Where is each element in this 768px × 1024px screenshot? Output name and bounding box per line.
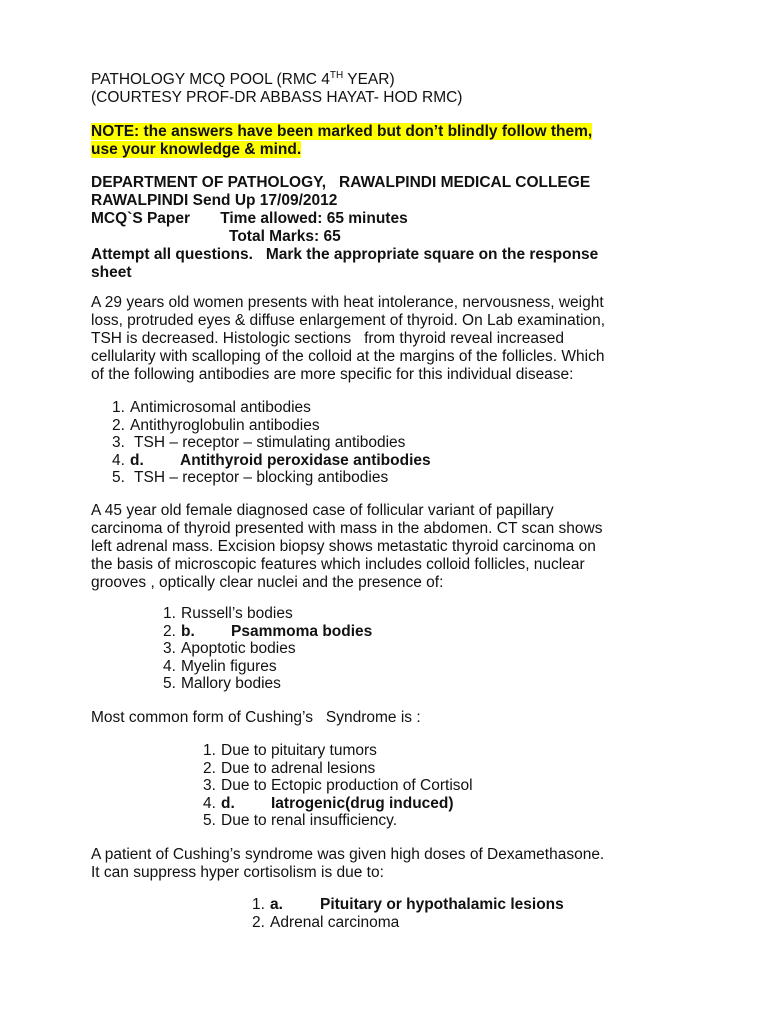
- option-item: 2. Due to adrenal lesions: [203, 759, 376, 777]
- question-1-options: [112, 399, 712, 487]
- note-line-1: the answers have been marked but don’t blindly follow them,: [139, 123, 593, 140]
- option-item: 3. Apoptotic bodies: [163, 640, 296, 657]
- paper-info-line: DEPARTMENT OF PATHOLOGY, RAWALPINDI MEDICAL COLLEGE: [91, 174, 591, 191]
- question-4-options: [252, 896, 768, 931]
- option-item: 1. Due to pituitary tumors: [203, 742, 377, 759]
- option-item: 2. Antithyroglobulin antibodies: [112, 416, 320, 434]
- question-2-options: [163, 605, 763, 693]
- option-item: 3. Due to Ectopic production of Cortisol: [203, 777, 473, 794]
- option-item: 3. TSH – receptor – stimulating antibodies: [112, 434, 406, 451]
- question-4-stem: A patient of Cushing’s syndrome was given high doses of Dexamethasone. It can suppress hyper cortisolism is due to:: [91, 846, 605, 881]
- option-item: 4. Myelin figures: [163, 657, 277, 675]
- question-3-options: [203, 742, 768, 830]
- option-item: 5. Mallory bodies: [163, 675, 281, 692]
- paper-info-line: RAWALPINDI Send Up 17/09/2012: [91, 192, 338, 209]
- question-3-stem: Most common form of Cushing’s Syndrome is :: [91, 709, 421, 726]
- option-item: 5. Due to renal insufficiency.: [203, 812, 398, 829]
- note-line-2: use your knowledge & mind.: [91, 141, 302, 158]
- paper-info: [91, 174, 691, 282]
- option-item: 1. Antimicrosomal antibodies: [112, 399, 311, 416]
- note-block: [91, 123, 691, 159]
- instructions-line: Attempt all questions. Mark the appropriate square on the response: [91, 246, 599, 263]
- question-1-stem: A 29 years old women presents with heat intolerance, nervousness, weight loss, protruded eyes & diffuse enlargement of thyroid. On Lab examination, TSH is decreased. Histologic sections from thyroid reveal increased cellularity with scalloping of the colloid at the margins of the follicles. Which of the following antibodies are more specific for this individual disease:: [91, 294, 606, 383]
- option-item-answer: 4. d. Antithyroid peroxidase antibodies: [112, 451, 431, 469]
- document-title: PATHOLOGY MCQ POOL (RMC 4TH YEAR): [91, 70, 395, 88]
- total-marks: Total Marks: 65: [229, 228, 341, 245]
- instructions-line: sheet: [91, 264, 132, 281]
- option-item: 5. TSH – receptor – blocking antibodies: [112, 469, 389, 486]
- question-2-stem: A 45 year old female diagnosed case of follicular variant of papillary carcinoma of thyroid presented with mass in the abdomen. CT scan shows left adrenal mass. Excision biopsy shows metastatic thyroid carcinoma on the basis of microscopic features which includes colloid follicles, nuclear grooves , optically clear nuclei and the presence of:: [91, 502, 603, 591]
- option-item-answer: 4. d. Iatrogenic(drug induced): [203, 794, 454, 812]
- note-label: NOTE:: [91, 123, 140, 140]
- document-subtitle: (COURTESY PROF-DR ABBASS HAYAT- HOD RMC): [91, 89, 463, 106]
- document-header: [91, 71, 691, 107]
- option-item: 2. Adrenal carcinoma: [252, 913, 400, 931]
- option-item: 1. Russell’s bodies: [163, 605, 293, 622]
- option-item-answer: 2. b. Psammoma bodies: [163, 622, 373, 640]
- option-item-answer: 1. a. Pituitary or hypothalamic lesions: [252, 896, 564, 913]
- paper-info-line: MCQ`S Paper Time allowed: 65 minutes: [91, 210, 408, 227]
